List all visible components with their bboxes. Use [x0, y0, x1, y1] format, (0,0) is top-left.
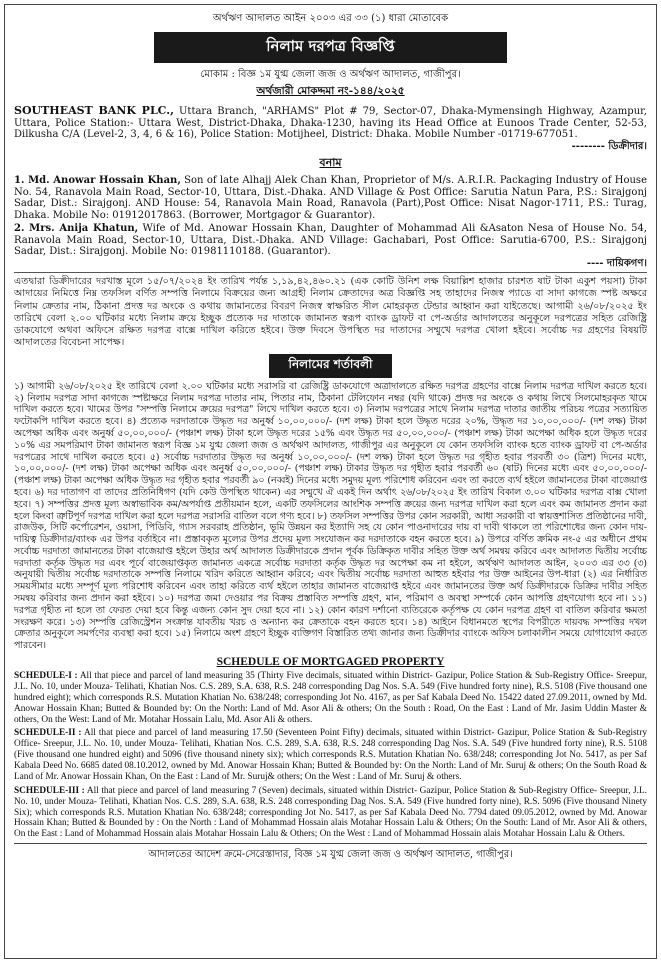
- schedule-1-text: All that piece and parcel of land measuring 35 (Thirty Five decimals, situated within District- Gazipur, Police Station & Sub-Registry Office- Sreepur, J.L. No. 10, under Mouza- Telihati, Khatian Nos. C.S. 289, S.A. 638, R.S. 248 corresponding Dag Nos. S.A. 549 (Five hundred forty nine), R.S. 5108 (Five thousand one hundred eight); which corresponds R.S. Mutation Khatian No. 638/248; corresponding Jot No. 4167, as per Saf Kabala Deed No. 15422 dated 27.09.2011, owned by Md. Anowar Hossain Khan; Butted & Bounded by: On the North: Land of Md. Asor Ali & others; On the South : Road, On the East : Land of Mr. Jasim Uddin Master & others, On the West: Land of Mr. Motahar Hossain Lalu, Md. Asor Ali & others.: [14, 671, 647, 725]
- terms-heading: [14, 353, 647, 378]
- plaintiff-block: [14, 105, 647, 152]
- defendant-2-details: Wife of Md. Anowar Hossain Khan, Daughter of Mohammad Ali &Asaton Nesa of House No. 54, Ranavola Main Road, Sector-10, Uttara, Dist.-Dhaka. AND Village: Gachabari, Post Office: Sarutia-6700, P.S.: Sirajgonj Sadar, Dist.: Sirajgonj. Mobile No: 01981110188. (Guarantor).: [14, 223, 647, 258]
- schedule-title: SCHEDULE OF MORTGAGED PROPERTY: [216, 656, 445, 669]
- schedule-2-label: SCHEDULE-II :: [14, 728, 82, 739]
- plaintiff-name: SOUTHEAST BANK PLC.,: [14, 104, 174, 117]
- versus-label: বনাম: [319, 156, 342, 170]
- plaintiff-role: -------- ডিক্রীদার।: [571, 140, 647, 152]
- defendant-2-name: 2. Mrs. Anija Khatun,: [14, 223, 139, 235]
- plaintiff-address: Uttara Branch, "ARHAMS" Plot # 79, Sector-07, Dhaka-Mymensingh Highway, Azampur, Uttara, Police Station:- Uttara West, District-Dhaka, Dhaka-1230, having its Head Office at Eunoos Trade Center, 52-53, Dilkusha C/A (Level-2, 3, 4, 6 & 16), Police Station: Motijheel, District: Dhaka. Mobile Number -01719-677051.: [14, 106, 647, 141]
- schedule-3: [14, 786, 647, 840]
- act-reference: অর্থঋণ আদালত আইন ২০০৩ এর ৩৩ (১) ধারা মোতাবেক: [212, 13, 449, 24]
- case-number: অর্থজারী মোকদ্দমা নং-১৪৪/২০২৫: [256, 85, 405, 97]
- defendant-role: ---- দায়িকগণ।: [586, 257, 647, 269]
- schedule-1: [14, 671, 647, 725]
- schedule-3-text: All that piece and parcel of land measuring 7 (Seven) decimals, situated within District- Gazipur, Police Station & Sub-Registry Office- Sreepur, J.L. No. 10, under Mouza- Telihati, Khatian Nos. C.S. 289, S.A. 638, R.S. 248 corresponding Dag Nos. S.A. 549 (Five hundred forty nine), R.S. 5096 (Five thousand Ninety Six); which corresponds R.S. Mutation Khatian No. 638/248; corresponding Jot No. 5417, as per Saf Kabala Deed No. 7794 dated 09.05.2012, owned by Md. Anowar Hossain Khan; Butted & Bounded by : On the North : Land of Mohammad Hossain alais Motahar Hossain Lalu & Others; On the South: Land of Mr. Asor Ali & others, On the East : Land of Mohammad Hossain alais Motahar Hossain Lalu & Others; On the West : Land of Mohammad Hossain alais Motahar Hossain Lalu & Others.: [14, 785, 647, 840]
- defendant-1-details: Son of late Alhajj Alek Chan Khan, Proprietor of M/s. A.R.I.R. Packaging Industry of House No. 54, Ranavola Main Road, Sector-10, Uttara, Dist.-Dhaka. AND Village & Post Office: Sarutia Natun Para, P.S.: Sirajgonj Sadar, Dist.: Sirajgonj. AND House: 54, Ranavola Main Road, Ranavola (Part),Post Office: Nisat Nagor-1711, P.S.: Turag, Dhaka. Mobile No: 01912017863. (Borrower, Mortgagor & Guarantor).: [14, 175, 647, 221]
- schedule-2: [14, 728, 647, 782]
- intro-paragraph: এতদ্বারা ডিক্রীদারের দরখাস্ত মূলে ১৫/০৭/২০২৪ ইং তারিখ পর্যন্ত ১,১৯,৪২,৪৬০.২১ (এক কোটি উনিশ লক্ষ বিয়াল্লিশ হাজার চারশত ষাট টাকা একুশ পয়সা) টাকা আদায়ের নিমিত্তে নিম্ন তফসিল বর্ণিত সম্পত্তি নিলামে বিক্রয়ের জন্য আগ্রহী নিলাম ক্রেতাদের অত্র বিজ্ঞপ্তি সহ তাহাদের নিজস্ব প্যাডে বা সাদা কাগজে স্পষ্ট অক্ষরে নিলাম ক্রেতার নাম, ঠিকানা প্রদত্ত দর অংকে ও কথায় জামানতের বিবরণ নিজস্ব স্বাক্ষরিত সীল মোহরকৃত টেন্ডার আহ্বান করা যাইতেছে। আগামী ২৬/০৮/২০২৫ ইং তারিখে বেলা ২.০০ ঘটিকার মধ্যে নিলাম ক্রয়ে ইচ্ছুক প্রত্যেক দর দাতাকে জামানত স্বরূপ ব্যাংক ড্রাফট বা পে-অর্ডার আদালতের অনুকূলে দরপত্রের সহিত রেজিষ্ট্রি ডাকযোগে অথবা অফিসে রক্ষিত দরপত্র বাক্সে দাখিল করিতে হইবে। উক্ত দিবসে উপস্থিত দর দাতাদের সম্মুখে দরপত্র খোলা হইবে। সর্বোচ্চ দর গ্রহণের বিষয়টি আদালতের বিবেচনা সাপেক্ষ।: [14, 276, 647, 349]
- defendant-1: [14, 175, 647, 221]
- terms-title: নিলামের শর্তাবলী: [269, 354, 393, 378]
- schedule-2-text: All that piece and parcel of land measuring 17.50 (Seventeen Point Fifty) decimals, situated within District- Gazipur, Police Station & Sub-Registry Office- Sreepur, J.L. No. 10, under Mouza- Telihati, Khatian Nos. C.S. 289, S.A. 638, R.S. 248 corresponding Dag Nos. S.A. 549 (Five hundred forty nine), R.S. 5108 (Five thousand one hundred eight) and 5096 (five thousand ninety six); which corresponds R.S. Mutation Khatian No. 638/248; corresponding Jot No. 5417, as per Saf Kabala Deed No. 6685 dated 08.10.2012, owned by Md. Anowar Hossain Khan; Butted & Bounded by: On the North: Land of Mr. Suruj & others; On the South Road & Land of Mr. Anowar Hossain Khan, On the East : Land of Mr. Suruj& others; On the West : Land of Mr. Suruj & others.: [14, 728, 648, 782]
- schedule-1-label: SCHEDULE-I :: [14, 671, 78, 682]
- schedule-3-label: SCHEDULE-III :: [14, 785, 85, 796]
- defendant-2: [14, 223, 647, 269]
- auction-notice: [4, 4, 657, 959]
- footer-signature: আদালতের আদেশ ক্রমে-সেরেস্তাদার, বিজ্ঞ ১ম যুগ্ম জেলা জজ ও অর্থঋণ আদালত, গাজীপুর।: [14, 843, 647, 864]
- terms-body: ১) আগামী ২৬/০৮/২০২৫ ইং তারিখে বেলা ২.০০ ঘটিকার মধ্যে সরাসরি বা রেজিষ্ট্রি ডাকযোগে অত্রাদালতে রক্ষিত দরপত্র গ্রহণের বাক্সে নিলাম দরপত্র দাখিল করতে হবে। ২) নিলাম দরপত্র সাদা কাগজে স্পষ্টাক্ষরে নিলাম দরপত্র দাতার নাম, পিতার নাম, ঠিকানা টেলিফোন নম্বর (যদি থাকে) প্রদত্ত দর অংকে ও কথায় লিখে সিলমোহরকৃত খামে দাখিল করতে হবে। খামের উপর "সম্পত্তি নিলামে ক্রয়ের দরপত্র" লিখে দাখিল করতে হবে। ৩) নিলাম দরপত্রের সাথে নিলাম দরপত্র দাতার জাতীয় পরিচয় পত্রের সত্যায়িত ফটোকপি দাখিল করতে হবে। ৪) প্রত্যেক দরদাতাকে উদ্ধৃত দর অনুর্ধ্ব ১০,০০,০০০/- (দশ লক্ষ) টাকা হলে উদ্ধৃত দরের ২০%, উদ্ধৃত দর ১০,০০,০০০/- (দশ লক্ষ) টাকা অপেক্ষা অধিক এবং অনুর্ধ্ব ৫০,০০,০০০/- (পঞ্চাশ লক্ষ) টাকা হলে উদ্ধৃত দরের ১৫% এবং উদ্ধৃত দর ৫০,০০,০০০/- (পঞ্চাশ লক্ষ) টাকা অপেক্ষা অধিক হলে উদ্ধৃত দরের ১০% এর সমপরিমাণ টাকা জামানত স্বরূপ বিজ্ঞ ১ম যুগ্ম জেলা জজ ও অর্থঋণ আদালত, গাজীপুর এর অনুকূলে যে কোন তফসিলি ব্যাংক হতে ব্যাংক ড্রাফট বা পে-অর্ডার দরপত্রের সাথে দাখিল করতে হবে। ৫) সর্বোচ্চ দরদাতার উদ্ধৃত দর অনুর্ধ্ব ১০,০০,০০০/- (দশ লক্ষ) টাকা হলে উদ্ধৃত দর গৃহীত হবার পরবর্তী ৩০ (ত্রিশ) দিনের মধ্যে, ১০,০০,০০০/- (দশ লক্ষ) টাকা অপেক্ষা অধিক এবং অনুর্ধ্ব ৫০,০০,০০০/- (পঞ্চাশ লক্ষ) টাকার উদ্ধৃত দর গৃহীত হবার পরবর্তী ৬০ (ষাট) দিনের মধ্যে এবং ৫০,০০,০০০/- (পঞ্চাশ লক্ষ) টাকা অপেক্ষা অধিক উদ্ধৃত দর গৃহীত হবার পরবর্তী ৯০ (নব্বই) দিনের মধ্যে সমুদয় মূল্য পরিশোধ করিবেন এবং তা করতে ব্যর্থ হইলে জামানতের টাকা বাজেয়াপ্ত হবে। ৬) দর দাতাগণ বা তাদের প্রতিনিধিগণ (যদি কেউ উপস্থিত থাকেন) এর সম্মুখে ঐ একই দিন অর্থাৎ ২৬/০৮/২০২৫ ইং তারিখ বিকাল ৩.০০ ঘটিকার দরপত্র বাক্স খোলা হবে। ৭) সম্পত্তির প্রদত্ত মূল্য অস্বাভাবিক কম/অপর্যাপ্ত প্রতীয়মান হলে, একটি তফসিলের আংশিক সম্পত্তি ক্রয়ের জন্য দরপত্র দাখিল করা হলে এবং কম জামানত প্রদান করা হলে কিংবা ত্রুটিপূর্ণ দরপত্র দাখিল করা হলে দরপত্র সরাসরি বাতিল বলে গণ্য হবে। ৮) তফসিল সম্পত্তির উপর কোন সরকারী, আধা সরকারী বা স্বায়ত্তশাসিত প্রতিষ্ঠানের দাবী, রাজউক, সিটি কর্পোরেশন, ওয়াসা, পিডিবি, গ্যাস সরবরাহ প্রতিষ্ঠান, ভূমি উন্নয়ন কর ইত্যাদি সহ যে কোন পাওনাদারের দায় বা দাবী থাকলে তা পরিশোধের জন্য কোন দায়-দায়িত্ব ডিক্রীদার/ব্যাংক এর উপর বর্তাইবে না। প্রস্তাবকৃত মূল্যের উপর প্রদেয় মূল্য সংযোজন কর দরদাতাকে বহন করতে হবে। ৯) উপরে বর্ণিত ক্রমিক নং-৫ এর অধীনে প্রথম সর্বোচ্চ দরদাতা জামানতের টাকা বাজেয়াপ্ত হইলে উহার অর্থ আদালত ডিক্রীদারকে প্রদান পূর্বক ডিক্রিকৃত দাবীর সহিত উক্ত অর্থ সমন্বয় করিবে এবং আদালত দ্বিতীয় সর্বোচ্চ দরদাতা কর্তৃক উদ্ধৃত দর এবং পূর্বে বাজেয়াপ্তকৃত জামানত একত্রে সর্বোচ্চ দরদাতা কর্তৃক উদ্ধৃত দর অপেক্ষা কম না হইলে, অর্থঋণ আদালত আইন, ২০০৩ এর ৩৩ (৩) অনুযায়ী দ্বিতীয় সর্বোচ্চ দরদাতাকে সম্পত্তি নিলামে খরিদ করিতে আহ্বান করিবে; এবং দ্বিতীয় সর্বোচ্চ দরদাতা আহুত হইবার পর উক্ত আইনের উপ-ধারা (২) এর নির্ধারিত সময়সীমার মধ্যে সম্পূর্ণ মূল্য পরিশোধ করিবেন এবং তাহা করিতে ব্যর্থ হইলে তাহার জামানত বাজেয়াপ্ত হইবে এবং জামানতের উক্ত অর্থ ডিক্রীদারকে ডিক্রির দাবীর সহিত সমন্বয় করিবার জন্য প্রদান করা হইবে। ১০) দরপত্র জমা দেওয়ার পর বিক্রয় প্রস্তাবিত সম্পত্তি গ্রহণ, মান, পরিমাণ ও অবস্থা সম্পর্কে কোন আপত্তি গ্রহণযোগ্য হবে না। ১১) দরপত্র গৃহীত না হলে তা ফেরত দেয়া হবে কিন্তু এজন্য কোন সুদ দেয়া হবে না। ১২) কোন কারণ দর্শানো ব্যতিরেকে কর্তৃপক্ষ যে কোন দরপত্র গ্রহণ বা বাতিল করিবার ক্ষমতা সংরক্ষণ করে। ১৩) সম্পত্তি রেজিস্ট্রেশন সংক্রান্ত যাবতীয় খরচ ও অন্যান্য কর ক্রেতাকে বহন করতে হবে। ১৪) আইনে বিধানমতে স্থপের বিপরীতে দায়বদ্ধ সম্পত্তির দখল ক্রেতার অনুকূলে সমর্পণের ব্যবস্থা করা হবে। ১৫) নিলামে অংশ গ্রহণে ইচ্ছুক ব্যক্তিগণ বিস্তারিত তথ্য জানার জন্য ডিক্রীদার ব্যাংকে অফিস চলাকালীন সময়ে যোগাযোগ করতে পারবেন।: [14, 380, 647, 652]
- court-line: মোকাম : বিজ্ঞ ১ম যুগ্ম জেলা জজ ও অর্থঋণ আদালত, গাজীপুর।: [200, 69, 461, 80]
- divider: [14, 272, 647, 273]
- defendant-1-name: 1. Md. Anowar Hossain Khan,: [14, 175, 181, 187]
- notice-title: নিলাম দরপত্র বিজ্ঞপ্তি: [154, 32, 507, 63]
